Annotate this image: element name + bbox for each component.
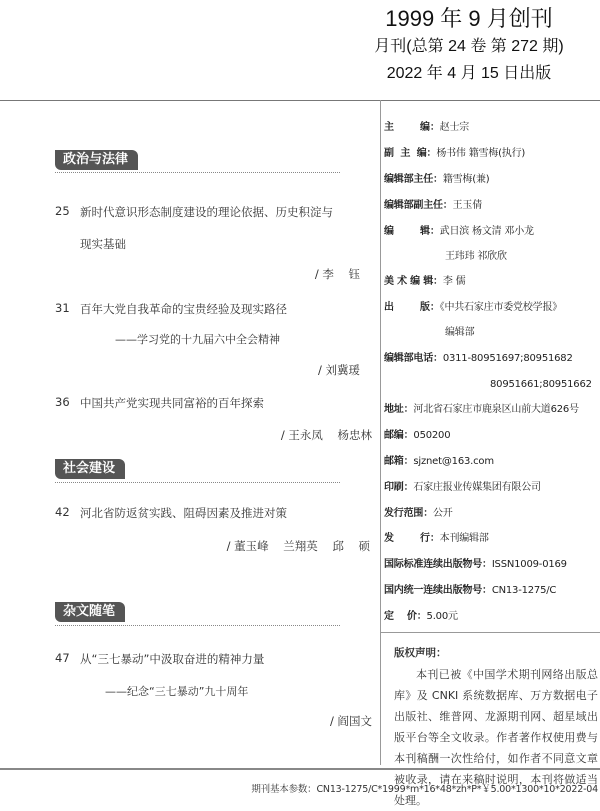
masthead-label: 编 辑： — [384, 226, 440, 237]
masthead-value: 《中共石家庄市委党校学报》 — [439, 302, 563, 313]
page-number: 42 — [55, 505, 70, 519]
masthead-label: 副 主 编： — [384, 148, 437, 159]
article-author: / 刘冀瑗 — [317, 363, 360, 377]
article-subtitle: ——纪念“三七暴动”九十周年 — [105, 685, 249, 698]
divider — [55, 482, 340, 483]
divider — [55, 172, 340, 173]
masthead-row — [384, 610, 598, 623]
masthead-row — [384, 481, 598, 494]
section-header-social: 社会建设 — [55, 459, 125, 479]
masthead-row — [384, 147, 598, 160]
masthead-value: 王玉倩 — [452, 200, 483, 211]
page-number: 25 — [55, 204, 70, 218]
section-header-politics-law: 政治与法律 — [55, 150, 138, 170]
masthead-value: sjznet@163.com — [413, 456, 494, 467]
masthead-label: 地址： — [384, 404, 414, 415]
masthead-row — [384, 225, 598, 238]
masthead-row — [384, 584, 598, 597]
masthead-value: 公开 — [433, 508, 453, 519]
masthead-value: 河北省石家庄市鹿泉区山前大道626号 — [413, 404, 579, 415]
masthead-row — [384, 507, 598, 520]
footer-parameters: 期刊基本参数：CN13-1275/C*1999*m*16*48*zh*P*￥5.00*1300*10*2022-04 — [251, 784, 598, 795]
masthead-row — [384, 532, 598, 545]
section-header-essays: 杂文随笔 — [55, 602, 125, 622]
page-number: 31 — [55, 301, 70, 315]
article-title[interactable]: 百年大党自我革命的宝贵经验及现实路径 — [80, 302, 287, 316]
masthead-value: ISSN1009-0169 — [491, 559, 567, 570]
masthead-label: 美 术 编 辑： — [384, 276, 443, 287]
masthead-row — [384, 275, 598, 288]
masthead-row — [384, 403, 598, 416]
masthead-value: 编辑部 — [445, 327, 475, 338]
article-author: / 李 钰 — [314, 267, 360, 281]
page-number: 47 — [55, 651, 70, 665]
masthead-row — [384, 352, 598, 365]
masthead-value: 杨书伟 籍雪梅(执行) — [436, 148, 526, 159]
publish-date: 2022 年 4 月 15 日出版 — [386, 65, 552, 82]
masthead-label: 国际标准连续出版物号： — [384, 559, 492, 570]
masthead-row — [384, 199, 598, 212]
masthead-value: 050200 — [413, 430, 451, 441]
masthead-row — [384, 558, 598, 571]
article-subtitle: ——学习党的十九届六中全会精神 — [115, 333, 280, 346]
article-title[interactable]: 新时代意识形态制度建设的理论依据、历史积淀与 — [80, 205, 333, 219]
copyright-title: 版权声明： — [394, 647, 447, 659]
issue-text: 月刊(总第 24 卷 第 272 期) — [374, 38, 564, 55]
masthead-value: 李 儒 — [442, 276, 466, 287]
column-divider — [380, 100, 381, 765]
masthead-value: 0311-80951697;80951682 — [442, 353, 573, 364]
page-number: 36 — [55, 395, 70, 409]
masthead-row — [384, 455, 598, 468]
article-author: / 阎国文 — [329, 714, 372, 728]
masthead-label: 发 行： — [384, 533, 440, 544]
article-author: / 董玉峰 兰翔英 邱 硕 — [226, 539, 370, 553]
masthead-label: 编辑部副主任： — [384, 200, 453, 211]
copyright-divider — [380, 632, 600, 633]
masthead-label: 印刷： — [384, 482, 414, 493]
article-author: / 王永凤 杨忠林 — [280, 428, 372, 442]
article-title[interactable]: 从“三七暴动”中汲取奋进的精神力量 — [80, 652, 265, 666]
masthead-label: 发行范围： — [384, 508, 433, 519]
masthead-row — [384, 429, 598, 442]
masthead-label: 邮箱： — [384, 456, 414, 467]
masthead-value: 80951661;80951662 — [490, 379, 592, 390]
masthead-value: 武日滨 杨文清 邓小龙 — [439, 226, 534, 237]
masthead-value: 王玮玮 祁欣欣 — [445, 251, 507, 262]
masthead-row — [384, 301, 598, 314]
masthead-label: 定 价： — [384, 611, 427, 622]
masthead-value: 本刊编辑部 — [439, 533, 489, 544]
masthead-label: 国内统一连续出版物号： — [384, 585, 492, 596]
copyright-body: 本刊已被《中国学术期刊网络出版总库》及 CNKI 系统数据库、万方数据电子出版社、维普网、龙源期刊网、超星域出版平台等全文收录。作者著作权使用费与本刊稿酬一次性给付，如作者不同意文章被收录，请在来稿时说明，本刊将做适当处理。 — [394, 668, 598, 807]
masthead-row — [445, 326, 598, 339]
masthead-value: 赵士宗 — [439, 122, 470, 133]
masthead-value: 石家庄报业传媒集团有限公司 — [413, 482, 541, 493]
masthead-value: 5.00元 — [426, 611, 458, 622]
article-title[interactable]: 河北省防返贫实践、阻碍因素及推进对策 — [80, 506, 287, 520]
divider — [55, 625, 340, 626]
masthead-label: 主 编： — [384, 122, 440, 133]
article-title[interactable]: 中国共产党实现共同富裕的百年探索 — [80, 396, 264, 410]
masthead-row — [384, 173, 598, 186]
masthead-value: CN13-1275/C — [491, 585, 557, 596]
masthead-label: 编辑部主任： — [384, 174, 443, 185]
founded-text: 1999 年 9 月创刊 — [385, 6, 553, 31]
masthead-label: 邮编： — [384, 430, 414, 441]
masthead-label: 编辑部电话： — [384, 353, 443, 364]
masthead-row — [445, 250, 598, 263]
masthead-row — [490, 378, 598, 391]
article-title-cont: 现实基础 — [80, 237, 126, 251]
masthead-label: 出 版： — [384, 302, 440, 313]
masthead-row — [384, 121, 598, 134]
masthead-value: 籍雪梅(兼) — [442, 174, 490, 185]
top-divider — [0, 100, 600, 101]
